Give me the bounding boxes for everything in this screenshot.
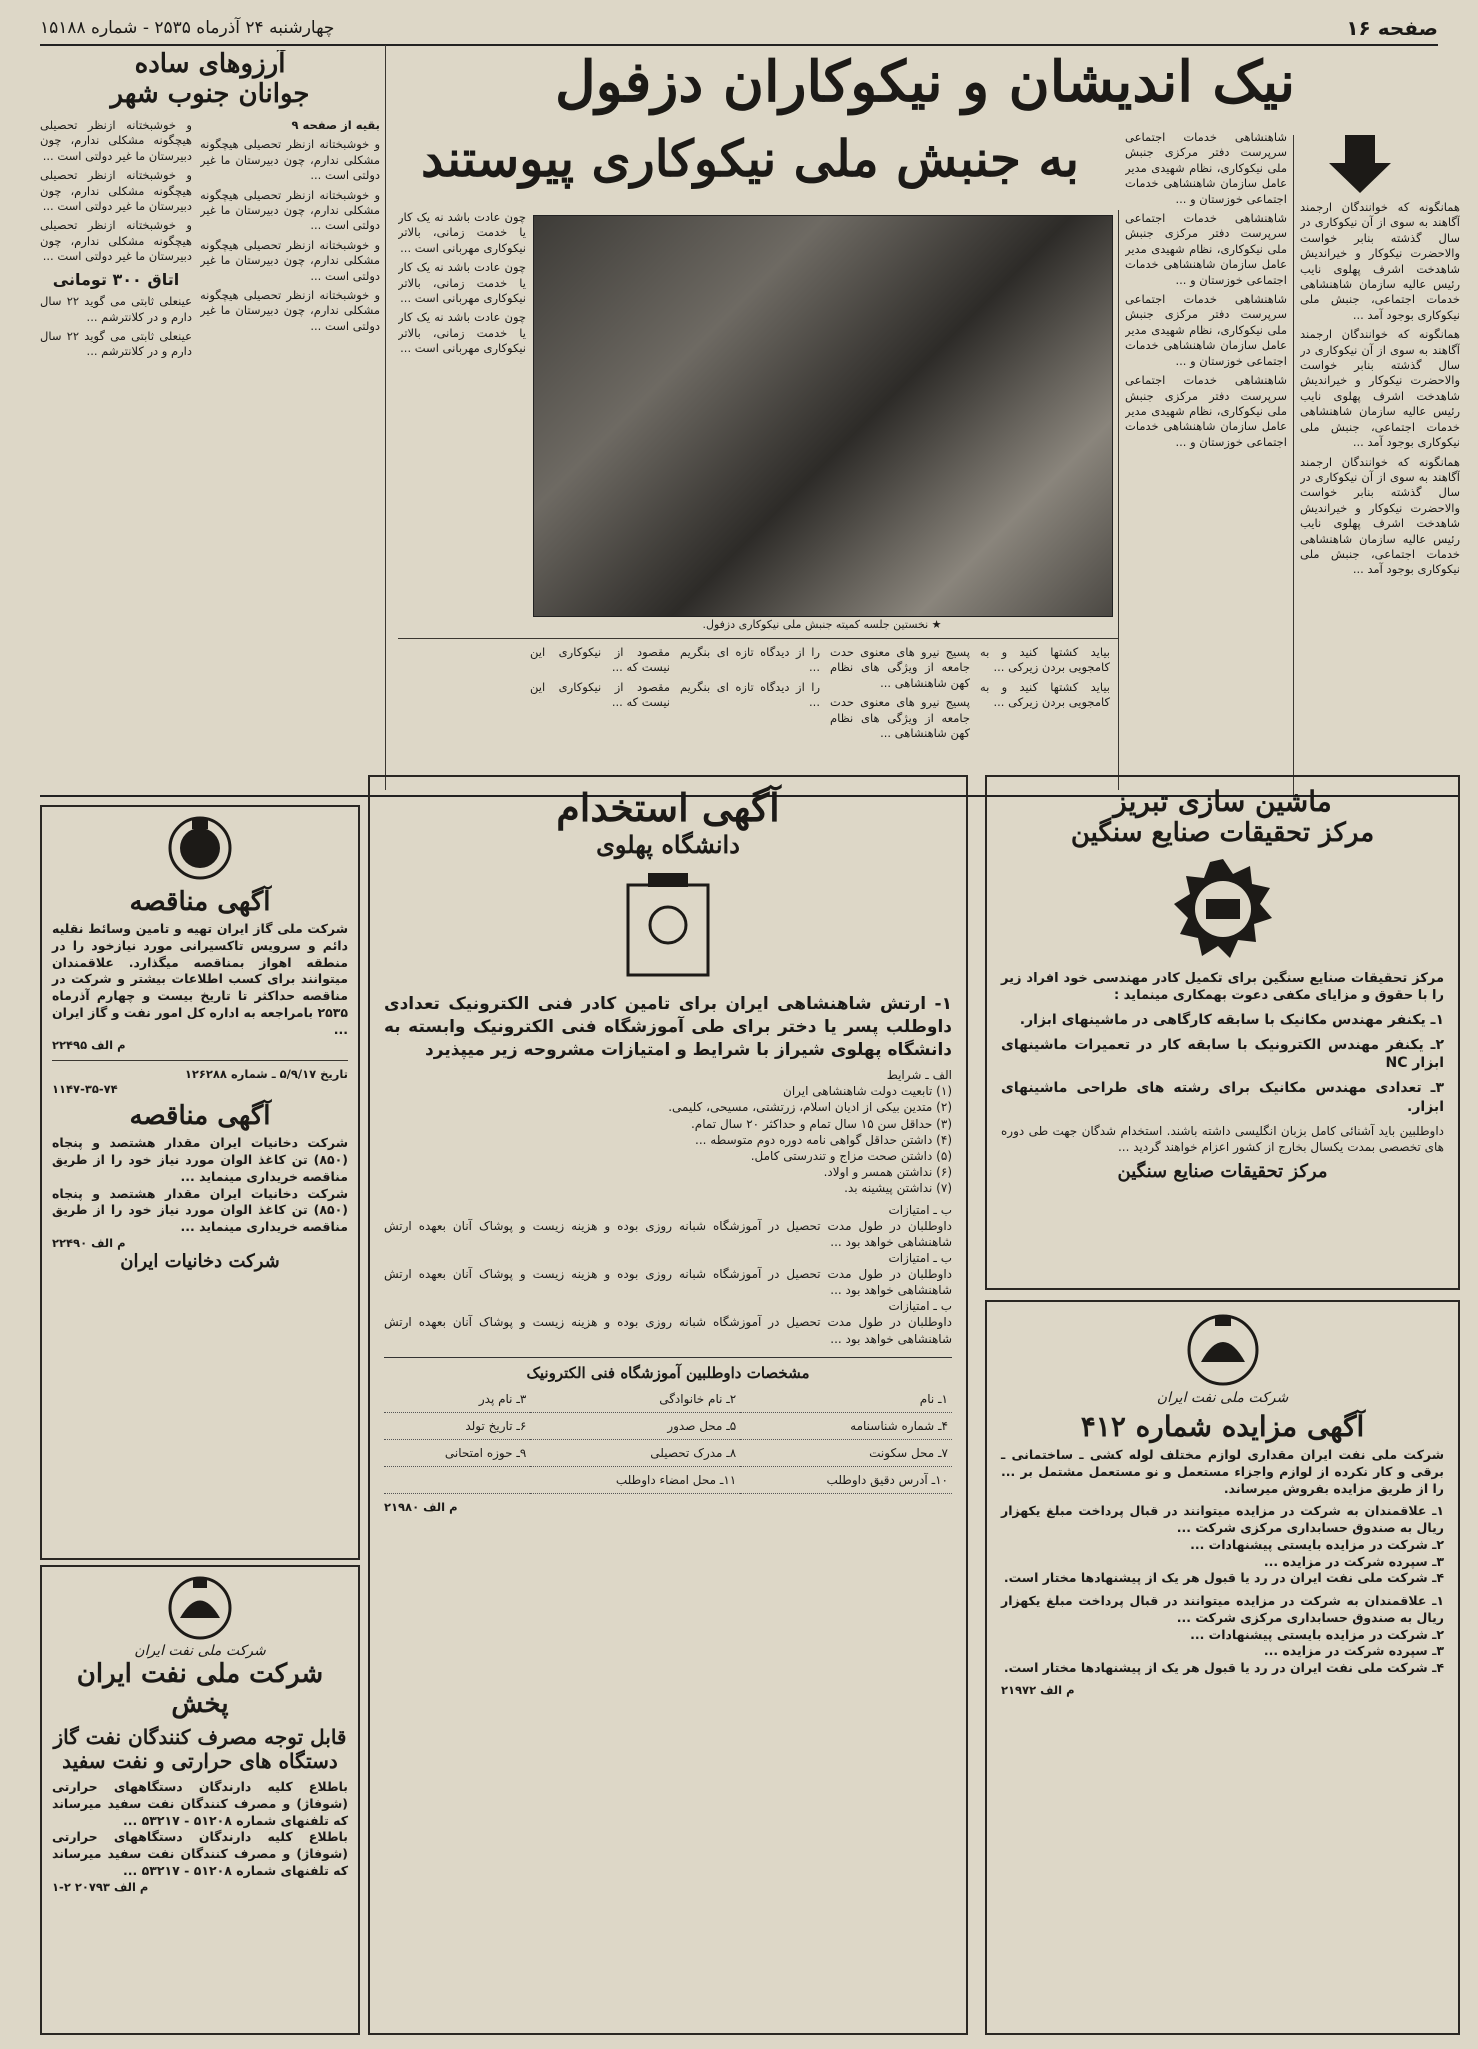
lead-column-1: همانگونه که خوانندگان ارجمند آگاهند به سوی از آن نیکوکاری در سال گذشته بنابر خواست والاحضرت نیکوکار و خیراندیش شاهدخت اشرف پهلوی نایب رئیس عالیه سازمان شاهنشاهی خدمات اجتماعی، جنبش ملی نیکوکاری بوجود آمد ... همانگونه که خوانندگان ارجمند آگاهند به سوی از آن نیکوکاری در سال گذشته بنابر خواست والاحضرت نیکوکار و خیراندیش شاهدخت اشرف پهلوی نایب رئیس عالیه سازمان شاهنشاهی خدمات اجتماعی، جنبش ملی نیکوکاری بوجود آمد ... همانگونه که خوانندگان ارجمند آگاهند به سوی از آن نیکوکاری در سال گذشته بنابر خواست والاحضرت نیکوکار و خیراندیش شاهدخت اشرف پهلوی نایب رئیس عالیه سازمان شاهنشاهی خدمات اجتماعی، جنبش ملی نیکوکاری بوجود آمد ... [1300, 200, 1460, 577]
sidebar-subheading: اتاق ۳۰۰ تومانی [52, 269, 180, 289]
nioc-distribution-ad: شرکت ملی نفت ایران شرکت ملی نفت ایران پخش قابل توجه مصرف کنندگان نفت گاز دستگاه های حرارتی و نفت سفید باطلاع کلیه دارندگان دستگاههای حرارتی (شوفاژ) و مصرف کنندگان نفت سفید میرساند که تلفنهای شماره ۵۱۲۰۸ - ۵۳۲۱۷ ... باطلاع کلیه دارندگان دستگاههای حرارتی (شوفاژ) و مصرف کنندگان نفت سفید میرساند که تلفنهای شماره ۵۱۲۰۸ - ۵۳۲۱۷ ... م الف ۲۰۷۹۳ ۲-۱ [40, 1565, 360, 2035]
lead-headline-2: به جنبش ملی نیکوکاری پیوستند [420, 130, 1080, 188]
page-header [40, 12, 1438, 46]
page-number: صفحه ۱۶ [1346, 16, 1438, 40]
form-field: ۱۱ـ محل امضاء داوطلب [530, 1466, 740, 1493]
applicant-form-table [384, 1386, 952, 1494]
lead-column-6: را از دیدگاه تازه ای بنگریم ... را از دیدگاه تازه ای بنگریم ... [680, 645, 820, 710]
tabriz-machine-job-ad: ماشین سازی تبریز مرکز تحقیقات صنایع سنگین مرکز تحقیقات صنایع سنگین برای تکمیل کادر مهندسی خود افراد زیر را با حقوق و مزایای مکفی دعوت بهمکاری مینماید : ۱ـ یکنفر مهندس مکانیک با سابقه کارگاهی در ماشینهای ابزار. ۲ـ یکنفر مهندس الکترونیک با سابقه کار در تعمیرات ماشینهای ابزار NC ۳ـ تعدادی مهندس مکانیک برای رشته های طراحی ماشینهای ابزار. داوطلبین باید آشنائی کامل بزبان انگلیسی داشته باشند. استخدام شدگان جهت طی دوره های تخصصی بمدت یکسال بخارج از کشور اعزام خواهند گردید ... مرکز تحقیقات صنایع سنگین [985, 775, 1460, 1290]
form-field: ۱۰ـ آدرس دقیق داوطلب [740, 1466, 952, 1493]
committee-meeting-photo [533, 215, 1113, 617]
university-emblem-icon [608, 865, 728, 985]
form-field: ۲ـ نام خانوادگی [530, 1386, 740, 1413]
lead-headline-1: نیک اندیشان و نیکوکاران دزفول [554, 50, 1296, 115]
lead-column-4: بیاید کشتها کنید و به کامجویی بردن زیرکی ... بیاید کشتها کنید و به کامجویی بردن زیرکی ... [980, 645, 1110, 710]
lead-column-5: پسیج نیرو های معنوی حدت جامعه از ویژگی های نظام کهن شاهنشاهی ... پسیج نیرو های معنوی حدت جامعه از ویژگی های نظام کهن شاهنشاهی ... [830, 645, 970, 741]
nioc-emblem-icon [165, 1573, 235, 1643]
form-field: ۸ـ مدرک تحصیلی [530, 1439, 740, 1466]
sidebar-column-right: بقیه از صفحه ۹ و خوشبختانه ازنظر تحصیلی هیچگونه مشکلی ندارم، چون دبیرستان ما غیر دولتی است ... و خوشبختانه ازنظر تحصیلی هیچگونه مشکلی ندارم، چون دبیرستان ما غیر دولتی است ... و خوشبختانه ازنظر تحصیلی هیچگونه مشکلی ندارم، چون دبیرستان ما غیر دولتی است ... و خوشبختانه ازنظر تحصیلی هیچگونه مشکلی ندارم، چون دبیرستان ما غیر دولتی است ... [200, 118, 380, 333]
lead-column-2: شاهنشاهی خدمات اجتماعی سرپرست دفتر مرکزی جنبش ملی نیکوکاری، نظام شهیدی مدیر عامل سازمان شاهنشاهی خدمات اجتماعی خوزستان و ... شاهنشاهی خدمات اجتماعی سرپرست دفتر مرکزی جنبش ملی نیکوکاری، نظام شهیدی مدیر عامل سازمان شاهنشاهی خدمات اجتماعی خوزستان و ... شاهنشاهی خدمات اجتماعی سرپرست دفتر مرکزی جنبش ملی نیکوکاری، نظام شهیدی مدیر عامل سازمان شاهنشاهی خدمات اجتماعی خوزستان و ... شاهنشاهی خدمات اجتماعی سرپرست دفتر مرکزی جنبش ملی نیکوکاری، نظام شهیدی مدیر عامل سازمان شاهنشاهی خدمات اجتماعی خوزستان و ... [1125, 130, 1287, 449]
lead-column-7: مقصود از نیکوکاری این نیست که ... مقصود از نیکوکاری این نیست که ... [530, 645, 670, 710]
gear-logo-icon [1168, 854, 1278, 964]
form-field: ۹ـ حوزه امتحانی [384, 1439, 530, 1466]
sidebar-column-left: و خوشبختانه ازنظر تحصیلی هیچگونه مشکلی ندارم، چون دبیرستان ما غیر دولتی است ... و خوشبختانه ازنظر تحصیلی هیچگونه مشکلی ندارم، چون دبیرستان ما غیر دولتی است ... و خوشبختانه ازنظر تحصیلی هیچگونه مشکلی ندارم، چون دبیرستان ما غیر دولتی است ... اتاق ۳۰۰ تومانی عینعلی ثابتی می گوید ۲۲ سال دارم و در کلانترشم ... عینعلی ثابتی می گوید ۲۲ سال دارم و در کلانترشم ... [40, 118, 192, 359]
pahlavi-university-job-ad: آگهی استخدام دانشگاه پهلوی ۱- ارتش شاهنشاهی ایران برای تامین کادر فنی الکترونیک تعدادی داوطلب پسر یا دختر برای طی آموزشگاه فنی الکترونیک وابسته به دانشگاه پهلوی شیراز با شرایط و امتیازات مشروحه زیر میپذیرد الف ـ شرایط (۱) تابعیت دولت شاهنشاهی ایران (۲) متدین بیکی از ادیان اسلام، زرتشتی، مسیحی، کلیمی. (۳) حداقل سن ۱۵ سال تمام و حداکثر ۲۰ سال تمام. (۴) داشتن حداقل گواهی نامه دوره دوم متوسطه ... (۵) داشتن صحت مزاج و تندرستی کامل. (۶) نداشتن همسر و اولاد. (۷) نداشتن پیشینه بد. ب ـ امتیازات داوطلبان در طول مدت تحصیل در آموزشگاه شبانه روزی بوده و هزینه زیست و پوشاک آنان بعهده ارتش شاهنشاهی خواهد بود ... ب ـ امتیازات داوطلبان در طول مدت تحصیل در آموزشگاه شبانه روزی بوده و هزینه زیست و پوشاک آنان بعهده ارتش شاهنشاهی خواهد بود ... ب ـ امتیازات داوطلبان در طول مدت تحصیل در آموزشگاه شبانه روزی بوده و هزینه زیست و پوشاک آنان بعهده ارتش شاهنشاهی خواهد بود ... مشخصات داوطلبین آموزشگاه فنی الکترونیک ۱ـ نام ۲ـ نام خانوادگی ۳ـ نام پدر ۴ـ شماره شناسنامه ۵ـ محل صدور ۶ـ تاریخ تولد ۷ـ محل سکونت ۸ـ مدرک تحصیلی ۹ـ حوزه امتحانی ۱۰ـ آدرس دقیق داوطلب ۱۱ـ محل امضاء داوطلب م الف ۲۱۹۸۰ [368, 775, 968, 2035]
form-field: ۱ـ نام [740, 1386, 952, 1413]
nioc-auction-emblem-icon [1183, 1310, 1263, 1390]
issue-date: چهارشنبه ۲۴ آذرماه ۲۵۳۵ - شماره ۱۵۱۸۸ [40, 18, 335, 38]
form-field: ۳ـ نام پدر [384, 1386, 530, 1413]
crown-emblem-icon [165, 813, 235, 883]
form-field: ۶ـ تاریخ تولد [384, 1412, 530, 1439]
form-field: ۷ـ محل سکونت [740, 1439, 952, 1466]
lead-column-3: چون عادت باشد نه یک کار یا خدمت زمانی، بالاتر نیکوکاری مهربانی است ... چون عادت باشد نه یک کار یا خدمت زمانی، بالاتر نیکوکاری مهربانی است ... چون عادت باشد نه یک کار یا خدمت زمانی، بالاتر نیکوکاری مهربانی است ... [398, 210, 526, 356]
nioc-auction-ad: شرکت ملی نفت ایران آگهی مزایده شماره ۴۱۲ شرکت ملی نفت ایران مقداری لوازم مختلف لوله کشی ـ ساختمانی ـ برقی و کار نکرده از لوازم واجزاء مستعمل و نو مستعمل مشتمل بر ... را از طریق مزایده بفروش میرساند. ۱ـ علاقمندان به شرکت در مزایده میتوانند در قبال پرداخت مبلغ یکهزار ریال به صندوق حسابداری مرکزی شرکت ... ۲ـ شرکت در مزایده بایستی پیشنهادات ... ۳ـ سپرده شرکت در مزایده ... ۴ـ شرکت ملی نفت ایران در رد یا قبول هر یک از پیشنهادها مختار است. ۱ـ علاقمندان به شرکت در مزایده میتوانند در قبال پرداخت مبلغ یکهزار ریال به صندوق حسابداری مرکزی شرکت ... ۲ـ شرکت در مزایده بایستی پیشنهادات ... ۳ـ سپرده شرکت در مزایده ... ۴ـ شرکت ملی نفت ایران در رد یا قبول هر یک از پیشنهادها مختار است. م الف ۲۱۹۷۲ [985, 1300, 1460, 2035]
photo-caption: ★ نخستین جلسه کمیته جنبش ملی نیکوکاری دزفول. [702, 618, 942, 631]
form-field: ۵ـ محل صدور [530, 1412, 740, 1439]
form-field: ۴ـ شماره شناسنامه [740, 1412, 952, 1439]
sidebar-title: آرزوهای ساده جوانان جنوب شهر [110, 50, 310, 109]
down-arrow-icon [1325, 135, 1395, 195]
gas-company-tender-ad: آگهی مناقصه شرکت ملی گاز ایران تهیه و تامین وسائط نقلیه دائم و سرویس تاکسیرانی مورد نیازخود را در منطقه اهواز بمناقصه میگذارد. علاقمندان میتوانند برای کسب اطلاعات بیشتر و شرکت در مناقصه حداکثر تا تاریخ بیست و چهارم آذرماه ۲۵۳۵ بامراجعه به اداره کل امور نفت و گاز ایران ... م الف ۲۲۴۹۵ تاریخ ۵/۹/۱۷ ـ شماره ۱۲۶۲۸۸ ۱۱۴۷-۳۵-۷۴ آگهی مناقصه شرکت دخانیات ایران مقدار هشتصد و پنجاه (۸۵۰) تن کاغذ الوان مورد نیاز خود را از طریق مناقصه خریداری مینماید ... شرکت دخانیات ایران مقدار هشتصد و پنجاه (۸۵۰) تن کاغذ الوان مورد نیاز خود را از طریق مناقصه خریداری مینماید ... م الف ۲۲۴۹۰ شرکت دخانیات ایران [40, 805, 360, 1560]
